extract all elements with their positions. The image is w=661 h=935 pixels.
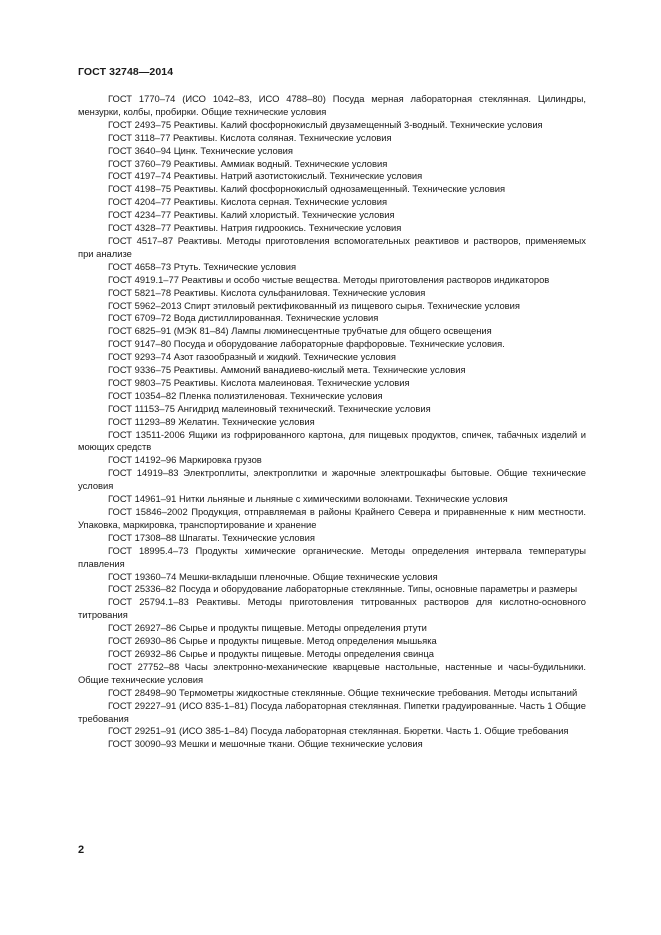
reference-entry: ГОСТ 4517–87 Реактивы. Методы приготовления вспомогательных реактивов и растворов, применяемых при анализе — [78, 234, 586, 259]
reference-entry: ГОСТ 14919–83 Электроплиты, электроплитки и жарочные электрошкафы бытовые. Общие технические условия — [78, 467, 586, 492]
reference-entry: ГОСТ 26927–86 Сырье и продукты пищевые. Методы определения ртути — [108, 622, 427, 634]
reference-entry: ГОСТ 25794.1–83 Реактивы. Методы приготовления титрованных растворов для кислотно-основного титрования — [78, 596, 586, 621]
reference-entry: ГОСТ 1770–74 (ИСО 1042–83, ИСО 4788–80) Посуда мерная лабораторная стеклянная. Цилиндры, мензурки, колбы, пробирки. Общие технические условия — [78, 93, 586, 117]
reference-entry: ГОСТ 4658–73 Ртуть. Технические условия — [108, 260, 297, 272]
reference-entry: ГОСТ 26932–86 Сырье и продукты пищевые. Методы определения свинца — [108, 647, 434, 659]
reference-entry: ГОСТ 3760–79 Реактивы. Аммиак водный. Технические условия — [108, 157, 388, 169]
reference-entry: ГОСТ 29227–91 (ИСО 835-1–81) Посуда лабораторная стеклянная. Пипетки градуированные. Часть 1 Общие требования — [78, 699, 586, 724]
standards-reference-list — [78, 93, 586, 751]
reference-entry: ГОСТ 3118–77 Реактивы. Кислота соляная. Технические условия — [108, 131, 392, 143]
reference-entry: ГОСТ 14961–91 Нитки льняные и льняные с химическими волокнами. Технические условия — [108, 493, 508, 505]
reference-entry: ГОСТ 30090–93 Мешки и мешочные ткани. Общие технические условия — [108, 738, 423, 750]
reference-entry: ГОСТ 2493–75 Реактивы. Калий фосфорнокислый двузамещенный 3-водный. Технические условия — [108, 118, 543, 130]
reference-entry: ГОСТ 4919.1–77 Реактивы и особо чистые вещества. Методы приготовления растворов индикаторов — [108, 273, 550, 285]
reference-entry: ГОСТ 19360–74 Мешки-вкладыши пленочные. Общие технические условия — [108, 570, 438, 582]
reference-entry: ГОСТ 27752–88 Часы электронно-механические кварцевые настольные, настенные и часы-будильники. Общие технические условия — [78, 660, 586, 685]
reference-entry: ГОСТ 9803–75 Реактивы. Кислота малеиновая. Технические условия — [108, 376, 410, 388]
reference-entry: ГОСТ 4204–77 Реактивы. Кислота серная. Технические условия — [108, 196, 388, 208]
reference-entry: ГОСТ 3640–94 Цинк. Технические условия — [108, 144, 293, 156]
reference-entry: ГОСТ 10354–82 Пленка полиэтиленовая. Технические условия — [108, 389, 383, 401]
reference-entry: ГОСТ 9147–80 Посуда и оборудование лабораторные фарфоровые. Технические условия. — [108, 338, 505, 350]
reference-entry: ГОСТ 9293–74 Азот газообразный и жидкий. Технические условия — [108, 351, 396, 363]
reference-entry: ГОСТ 28498–90 Термометры жидкостные стеклянные. Общие технические требования. Методы испытаний — [108, 686, 578, 698]
reference-entry: ГОСТ 4198–75 Реактивы. Калий фосфорнокислый однозамещенный. Технические условия — [108, 183, 506, 195]
reference-entry: ГОСТ 6709–72 Вода дистиллированная. Технические условия — [108, 312, 379, 324]
document-header: ГОСТ 32748—2014 — [78, 66, 174, 78]
reference-entry: ГОСТ 13511-2006 Ящики из гофрированного картона, для пищевых продуктов, спичек, табачных изделий и моющих средств — [78, 428, 586, 453]
reference-entry: ГОСТ 25336–82 Посуда и оборудование лабораторные стеклянные. Типы, основные параметры и размеры — [108, 583, 578, 595]
reference-entry: ГОСТ 14192–96 Маркировка грузов — [108, 454, 262, 466]
reference-entry: ГОСТ 18995.4–73 Продукты химические органические. Методы определения интервала температуры плавления — [78, 544, 586, 569]
reference-entry: ГОСТ 17308–88 Шпагаты. Технические условия — [108, 531, 315, 543]
reference-entry: ГОСТ 5821–78 Реактивы. Кислота сульфаниловая. Технические условия — [108, 286, 426, 298]
page-number: 2 — [78, 844, 85, 856]
reference-entry: ГОСТ 5962–2013 Спирт этиловый ректификованный из пищевого сырья. Технические условия — [108, 299, 520, 311]
reference-entry: ГОСТ 11153–75 Ангидрид малеиновый технический. Технические условия — [108, 402, 431, 414]
reference-entry: ГОСТ 11293–89 Желатин. Технические условия — [108, 415, 315, 427]
reference-entry: ГОСТ 4197–74 Реактивы. Натрий азотистокислый. Технические условия — [108, 170, 423, 182]
reference-entry: ГОСТ 4328–77 Реактивы. Натрия гидроокись. Технические условия — [108, 222, 402, 234]
reference-entry: ГОСТ 15846–2002 Продукция, отправляемая в районы Крайнего Севера и приравненные к ним местности. Упаковка, маркировка, транспортирование и хранение — [78, 506, 586, 530]
reference-entry: ГОСТ 6825–91 (МЭК 81–84) Лампы люминесцентные трубчатые для общего освещения — [108, 325, 492, 337]
reference-entry: ГОСТ 4234–77 Реактивы. Калий хлористый. Технические условия — [108, 209, 395, 221]
reference-entry: ГОСТ 29251–91 (ИСО 385-1–84) Посуда лабораторная стеклянная. Бюретки. Часть 1. Общие требования — [108, 725, 569, 737]
reference-entry: ГОСТ 26930–86 Сырье и продукты пищевые. Метод определения мышьяка — [108, 635, 437, 647]
reference-entry: ГОСТ 9336–75 Реактивы. Аммоний ванадиево-кислый мета. Технические условия — [108, 364, 466, 376]
